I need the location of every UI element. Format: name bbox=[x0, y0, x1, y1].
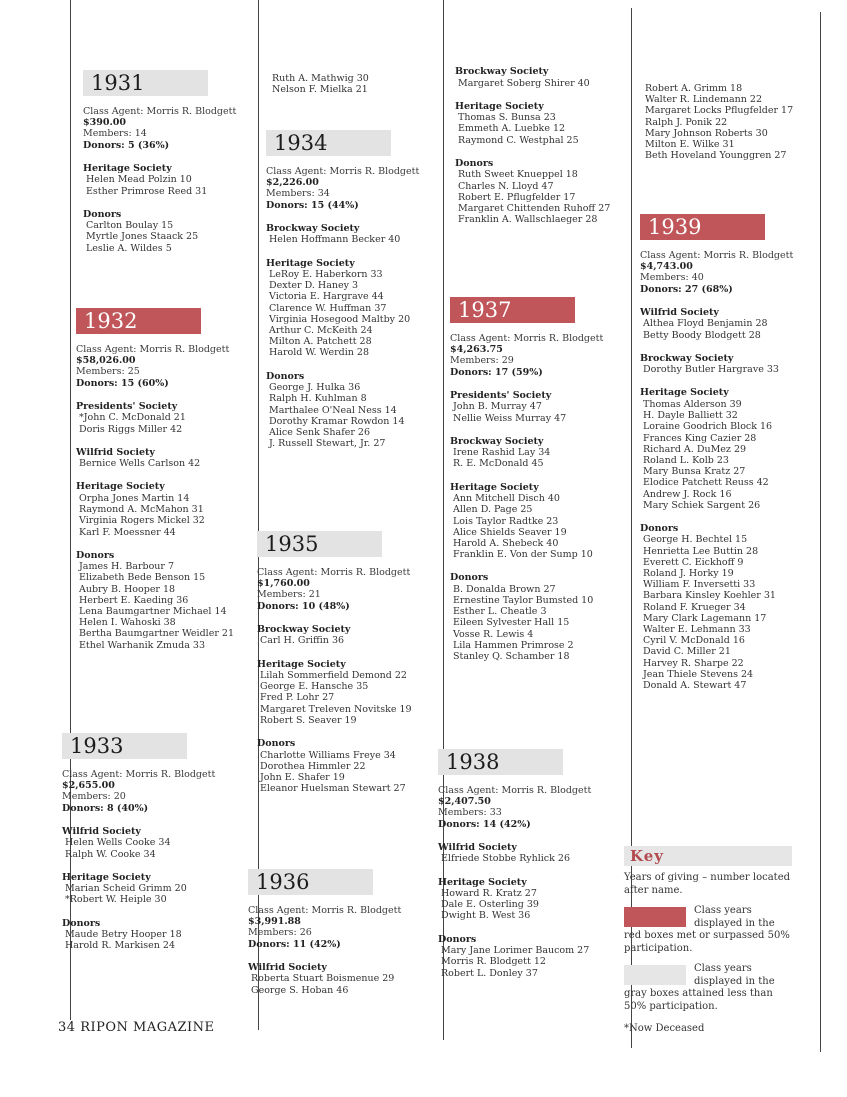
group-title: Donors bbox=[83, 208, 122, 220]
group-title: Donors bbox=[438, 933, 477, 945]
group-title: Presidents' Society bbox=[76, 400, 178, 412]
member-name: John B. Murray 47 bbox=[453, 401, 542, 413]
donor-participation: Donors: 10 (48%) bbox=[257, 600, 350, 612]
gift-amount: $2,655.00 bbox=[62, 780, 115, 792]
group-title: Heritage Society bbox=[640, 387, 729, 399]
class-agent: Class Agent: Morris R. Blodgett bbox=[76, 344, 230, 355]
society-group bbox=[257, 659, 412, 727]
member-name: Emmeth A. Luebke 12 bbox=[458, 123, 566, 135]
member-name: Carl H. Griffin 36 bbox=[260, 635, 345, 647]
group-title: Donors bbox=[76, 549, 115, 561]
member-count: Members: 25 bbox=[76, 366, 140, 378]
member-name: *Robert W. Heiple 30 bbox=[65, 894, 167, 906]
society-group bbox=[62, 826, 215, 860]
member-name: Elodice Patchett Reuss 42 bbox=[643, 477, 769, 489]
society-group bbox=[62, 872, 215, 906]
member-name: Lena Baumgartner Michael 14 bbox=[79, 606, 227, 618]
group-title: Wilfrid Society bbox=[640, 306, 719, 318]
member-name: Roberta Stuart Boismenue 29 bbox=[251, 973, 395, 985]
member-count: Members: 29 bbox=[450, 355, 514, 367]
gift-amount: $390.00 bbox=[83, 117, 126, 129]
society-group bbox=[76, 401, 234, 435]
year-block-1936 bbox=[248, 869, 401, 996]
member-name: Lilah Sommerfield Demond 22 bbox=[260, 670, 407, 682]
member-name: Clarence W. Huffman 37 bbox=[269, 302, 387, 314]
member-name: Ruth Sweet Knueppel 18 bbox=[458, 169, 578, 181]
year-1936-continued bbox=[455, 66, 610, 225]
legend-key bbox=[624, 846, 792, 1034]
member-name: Mary Schiek Sargent 26 bbox=[643, 499, 761, 511]
member-name: Howard R. Kratz 27 bbox=[441, 888, 537, 900]
member-name: Franklin A. Wallschlaeger 28 bbox=[458, 214, 598, 226]
member-name: Mary Jane Lorimer Baucom 27 bbox=[441, 945, 590, 957]
year-heading: 1938 bbox=[438, 749, 563, 775]
member-name: Thomas Alderson 39 bbox=[643, 398, 742, 410]
member-name: Lila Hammen Primrose 2 bbox=[453, 639, 574, 651]
member-name: Henrietta Lee Buttin 28 bbox=[643, 545, 759, 557]
group-title: Wilfrid Society bbox=[62, 825, 141, 837]
year-block-1938 bbox=[438, 749, 591, 979]
member-name: Barbara Kinsley Koehler 31 bbox=[643, 590, 776, 602]
class-agent: Class Agent: Morris R. Blodgett bbox=[640, 250, 794, 261]
member-name: Robert S. Seaver 19 bbox=[260, 714, 357, 726]
gift-amount: $1,760.00 bbox=[257, 578, 310, 590]
class-agent: Class Agent: Morris R. Blodgett bbox=[62, 769, 216, 780]
member-name: Milton A. Patchett 28 bbox=[269, 336, 372, 348]
key-gray-row bbox=[624, 963, 792, 1013]
member-name: Orpha Jones Martin 14 bbox=[79, 492, 190, 504]
group-title: Presidents' Society bbox=[450, 389, 552, 401]
gift-amount: $3,991.88 bbox=[248, 916, 301, 928]
member-name: Irene Rashid Lay 34 bbox=[453, 447, 551, 459]
member-name: Dwight B. West 36 bbox=[441, 910, 531, 922]
donor-participation: Donors: 14 (42%) bbox=[438, 818, 531, 830]
member-name: Roland J. Horky 19 bbox=[643, 568, 734, 580]
donor-participation: Donors: 11 (42%) bbox=[248, 938, 341, 950]
member-name: Eileen Sylvester Hall 15 bbox=[453, 617, 570, 629]
member-name: Walter E. Lehmann 33 bbox=[643, 624, 751, 636]
member-count: Members: 40 bbox=[640, 272, 704, 284]
member-name: Loraine Goodrich Block 16 bbox=[643, 421, 773, 433]
member-name: Virginia Hosegood Maltby 20 bbox=[269, 313, 411, 325]
member-name: Vosse R. Lewis 4 bbox=[453, 628, 534, 640]
member-name: Mary Clark Lagemann 17 bbox=[643, 612, 767, 624]
member-name: Althea Floyd Benjamin 28 bbox=[643, 318, 768, 330]
donor-participation: Donors: 5 (36%) bbox=[83, 139, 170, 151]
society-group bbox=[455, 66, 610, 89]
member-name: Margaret Locks Pflugfelder 17 bbox=[645, 105, 794, 117]
donor-participation: Donors: 27 (68%) bbox=[640, 283, 733, 295]
society-group bbox=[438, 877, 591, 922]
member-name: Nellie Weiss Murray 47 bbox=[453, 412, 567, 424]
member-name: Robert L. Donley 37 bbox=[441, 967, 538, 979]
member-name: Charles N. Lloyd 47 bbox=[458, 180, 554, 192]
group-title: Donors bbox=[640, 522, 679, 534]
society-group bbox=[266, 371, 419, 450]
member-name: Marian Scheid Grimm 20 bbox=[65, 883, 187, 895]
class-agent: Class Agent: Morris R. Blodgett bbox=[450, 333, 604, 344]
member-name: George E. Hansche 35 bbox=[260, 681, 369, 693]
group-title: Brockway Society bbox=[455, 66, 549, 77]
year-block-1933 bbox=[62, 733, 215, 952]
member-count: Members: 26 bbox=[248, 927, 312, 939]
member-name: George J. Hulka 36 bbox=[269, 382, 361, 394]
group-title: Brockway Society bbox=[640, 352, 734, 364]
member-name: Herbert E. Kaeding 36 bbox=[79, 594, 189, 606]
magazine-name: RIPON MAGAZINE bbox=[80, 1020, 215, 1035]
year-1933-continued bbox=[272, 73, 369, 95]
page-number: 34 bbox=[58, 1020, 76, 1035]
member-name: Everett C. Eickhoff 9 bbox=[643, 556, 744, 568]
member-name: Margaret Chittenden Ruhoff 27 bbox=[458, 202, 611, 214]
member-name: Franklin E. Von der Sump 10 bbox=[453, 549, 593, 561]
member-name: Helen I. Wahoski 38 bbox=[79, 617, 176, 629]
society-group bbox=[450, 482, 603, 561]
member-name: Carlton Boulay 15 bbox=[86, 220, 174, 232]
society-group bbox=[257, 624, 412, 647]
member-name: Bernice Wells Carlson 42 bbox=[79, 458, 201, 470]
group-title: Heritage Society bbox=[438, 876, 527, 888]
member-name: Ernestine Taylor Bumsted 10 bbox=[453, 595, 594, 607]
group-title: Donors bbox=[450, 572, 489, 584]
society-group bbox=[83, 209, 236, 254]
class-agent: Class Agent: Morris R. Blodgett bbox=[266, 166, 420, 177]
group-title: Heritage Society bbox=[62, 871, 151, 883]
member-name: Maude Betry Hooper 18 bbox=[65, 929, 182, 941]
member-name: Alice Senk Shafer 26 bbox=[269, 426, 371, 438]
society-group bbox=[257, 738, 412, 794]
member-count: Members: 21 bbox=[257, 589, 321, 601]
member-name: B. Donalda Brown 27 bbox=[453, 583, 556, 595]
member-name: Harold R. Markisen 24 bbox=[65, 940, 175, 952]
donor-participation: Donors: 15 (44%) bbox=[266, 199, 359, 211]
group-title: Wilfrid Society bbox=[248, 961, 327, 973]
gift-amount: $4,263.75 bbox=[450, 344, 503, 356]
member-name: Marthalee O'Neal Ness 14 bbox=[269, 404, 397, 416]
gift-amount: $58,026.00 bbox=[76, 355, 136, 367]
donor-participation: Donors: 15 (60%) bbox=[76, 377, 169, 389]
society-group bbox=[640, 353, 793, 376]
society-group bbox=[450, 436, 603, 470]
member-name: Richard A. DuMez 29 bbox=[643, 443, 747, 455]
member-name: Aubry B. Hooper 18 bbox=[79, 583, 176, 595]
member-name: Virginia Rogers Mickel 32 bbox=[79, 515, 205, 527]
member-name: Mary Johnson Roberts 30 bbox=[645, 127, 768, 139]
column-rule-4 bbox=[820, 12, 821, 1052]
key-red-row bbox=[624, 905, 792, 955]
member-name: Raymond A. McMahon 31 bbox=[79, 504, 204, 516]
year-block-1937 bbox=[450, 297, 603, 662]
society-group bbox=[438, 842, 591, 865]
member-name: R. E. McDonald 45 bbox=[453, 458, 544, 470]
group-title: Donors bbox=[257, 738, 296, 750]
member-name: Donald A. Stewart 47 bbox=[643, 680, 747, 692]
society-group bbox=[83, 163, 236, 197]
member-name: William F. Inversetti 33 bbox=[643, 579, 756, 591]
year-block-1935 bbox=[257, 531, 412, 794]
gift-amount: $2,226.00 bbox=[266, 177, 319, 189]
year-block-1934 bbox=[266, 130, 419, 449]
member-name: Beth Hoveland Younggren 27 bbox=[645, 150, 787, 162]
member-name: Roland L. Kolb 23 bbox=[643, 454, 729, 466]
key-red-text: Class years displayed in the red boxes met or surpassed 50% participation. bbox=[624, 905, 790, 954]
member-name: Margaret Treleven Novitske 19 bbox=[260, 703, 412, 715]
year-1938-continued bbox=[645, 83, 793, 161]
group-title: Donors bbox=[266, 370, 305, 382]
gray-box-swatch bbox=[624, 965, 686, 985]
key-deceased-note: *Now Deceased bbox=[624, 1023, 705, 1034]
group-title: Heritage Society bbox=[76, 481, 165, 493]
society-group bbox=[450, 390, 603, 424]
member-name: Walter R. Lindemann 22 bbox=[645, 94, 763, 106]
class-agent: Class Agent: Morris R. Blodgett bbox=[257, 567, 411, 578]
member-name: Ralph J. Ponik 22 bbox=[645, 116, 728, 128]
society-group bbox=[640, 307, 793, 341]
donor-participation: Donors: 8 (40%) bbox=[62, 802, 149, 814]
class-agent: Class Agent: Morris R. Blodgett bbox=[248, 905, 402, 916]
group-title: Heritage Society bbox=[266, 257, 355, 269]
group-title: Brockway Society bbox=[257, 623, 351, 635]
member-name: John E. Shafer 19 bbox=[260, 771, 345, 783]
member-name: LeRoy E. Haberkorn 33 bbox=[269, 269, 383, 281]
member-name: Margaret Soberg Shirer 40 bbox=[458, 77, 590, 89]
gift-amount: $4,743.00 bbox=[640, 261, 693, 273]
society-group bbox=[266, 223, 419, 246]
member-name: George S. Hoban 46 bbox=[251, 984, 349, 996]
member-name: Dorothy Butler Hargrave 33 bbox=[643, 364, 779, 376]
member-name: Nelson F. Mielka 21 bbox=[272, 84, 368, 96]
member-name: David C. Miller 21 bbox=[643, 646, 731, 658]
member-name: *John C. McDonald 21 bbox=[79, 412, 186, 424]
group-title: Heritage Society bbox=[450, 481, 539, 493]
donor-participation: Donors: 17 (59%) bbox=[450, 366, 543, 378]
member-name: H. Dayle Balliett 32 bbox=[643, 410, 738, 422]
member-name: Milton E. Wilke 31 bbox=[645, 139, 735, 151]
group-title: Heritage Society bbox=[83, 162, 172, 174]
member-name: Cyril V. McDonald 16 bbox=[643, 635, 745, 647]
society-group bbox=[640, 387, 793, 511]
member-name: Thomas S. Bunsa 23 bbox=[458, 112, 556, 124]
society-group bbox=[266, 258, 419, 359]
member-name: Dorothy Kramar Rowdon 14 bbox=[269, 415, 405, 427]
member-name: Dexter D. Haney 3 bbox=[269, 280, 359, 292]
member-name: Robert E. Pflugfelder 17 bbox=[458, 191, 576, 203]
society-group bbox=[438, 934, 591, 979]
member-name: Ethel Warhanik Zmuda 33 bbox=[79, 639, 205, 651]
group-title: Brockway Society bbox=[266, 222, 360, 234]
member-name: Betty Boody Blodgett 28 bbox=[643, 329, 761, 341]
member-name: Helen Hoffmann Becker 40 bbox=[269, 234, 401, 246]
member-name: Fred P. Lohr 27 bbox=[260, 692, 335, 704]
society-group bbox=[248, 962, 401, 996]
society-group bbox=[640, 523, 793, 691]
year-heading: 1935 bbox=[257, 531, 382, 557]
member-name: George H. Bechtel 15 bbox=[643, 534, 748, 546]
member-name: Harold W. Werdin 28 bbox=[269, 347, 369, 359]
class-agent: Class Agent: Morris R. Blodgett bbox=[438, 785, 592, 796]
group-title: Donors bbox=[62, 917, 101, 929]
member-name: Eleanor Huelsman Stewart 27 bbox=[260, 783, 406, 795]
member-name: Arthur C. McKeith 24 bbox=[269, 325, 373, 337]
member-name: Helen Wells Cooke 34 bbox=[65, 837, 171, 849]
member-name: Alice Shields Seaver 19 bbox=[453, 526, 567, 538]
group-title: Wilfrid Society bbox=[76, 446, 155, 458]
member-name: Esther Primrose Reed 31 bbox=[86, 185, 208, 197]
member-name: Esther L. Cheatle 3 bbox=[453, 606, 547, 618]
member-name: Bertha Baumgartner Weidler 21 bbox=[79, 628, 234, 640]
member-name: Morris R. Blodgett 12 bbox=[441, 956, 546, 968]
member-name: Doris Riggs Miller 42 bbox=[79, 423, 183, 435]
member-name: Raymond C. Westphal 25 bbox=[458, 134, 579, 146]
page-footer bbox=[58, 1020, 215, 1035]
member-name: Dale E. Osterling 39 bbox=[441, 899, 539, 911]
society-group bbox=[76, 447, 234, 470]
group-title: Donors bbox=[455, 157, 494, 169]
group-title: Wilfrid Society bbox=[438, 841, 517, 853]
member-name: Dorothea Himmler 22 bbox=[260, 760, 366, 772]
member-name: Ann Mitchell Disch 40 bbox=[453, 493, 560, 505]
group-title: Heritage Society bbox=[455, 100, 544, 112]
key-title: Key bbox=[624, 846, 792, 866]
year-heading: 1937 bbox=[450, 297, 575, 323]
member-name: Mary Bunsa Kratz 27 bbox=[643, 466, 746, 478]
member-name: Lois Taylor Radtke 23 bbox=[453, 515, 559, 527]
member-count: Members: 20 bbox=[62, 791, 126, 803]
member-name: Andrew J. Rock 16 bbox=[643, 488, 732, 500]
year-heading: 1931 bbox=[83, 70, 208, 96]
year-heading: 1933 bbox=[62, 733, 187, 759]
red-box-swatch bbox=[624, 907, 686, 927]
year-heading: 1934 bbox=[266, 130, 391, 156]
member-name: Charlotte Williams Freye 34 bbox=[260, 749, 396, 761]
society-group bbox=[76, 550, 234, 651]
member-name: Karl F. Moessner 44 bbox=[79, 526, 176, 538]
year-heading: 1936 bbox=[248, 869, 373, 895]
member-name: Roland F. Krueger 34 bbox=[643, 601, 746, 613]
member-name: Myrtle Jones Staack 25 bbox=[86, 231, 199, 243]
society-group bbox=[76, 481, 234, 537]
year-heading: 1939 bbox=[640, 214, 765, 240]
member-name: Elfriede Stobbe Ryhlick 26 bbox=[441, 853, 570, 865]
society-group bbox=[62, 918, 215, 952]
member-name: Frances King Cazier 28 bbox=[643, 432, 757, 444]
year-heading: 1932 bbox=[76, 308, 201, 334]
group-title: Heritage Society bbox=[257, 658, 346, 670]
member-name: Elizabeth Bede Benson 15 bbox=[79, 572, 206, 584]
member-name: J. Russell Stewart, Jr. 27 bbox=[269, 438, 386, 450]
key-description: Years of giving – number located after name. bbox=[624, 872, 791, 896]
member-name: Leslie A. Wildes 5 bbox=[86, 242, 172, 254]
member-count: Members: 34 bbox=[266, 188, 330, 200]
year-block-1939 bbox=[640, 214, 793, 691]
member-name: Victoria E. Hargrave 44 bbox=[269, 291, 384, 303]
member-name: Harvey R. Sharpe 22 bbox=[643, 657, 744, 669]
member-name: Jean Thiele Stevens 24 bbox=[643, 668, 754, 680]
member-name: Ruth A. Mathwig 30 bbox=[272, 73, 369, 84]
member-name: Ralph H. Kuhlman 8 bbox=[269, 393, 367, 405]
member-name: Ralph W. Cooke 34 bbox=[65, 848, 156, 860]
year-block-1932 bbox=[76, 308, 234, 651]
society-group bbox=[455, 158, 610, 226]
year-block-1931 bbox=[83, 70, 236, 254]
member-name: Stanley Q. Schamber 18 bbox=[453, 651, 570, 663]
member-count: Members: 33 bbox=[438, 807, 502, 819]
member-name: Helen Mead Polzin 10 bbox=[86, 174, 192, 186]
class-agent: Class Agent: Morris R. Blodgett bbox=[83, 106, 237, 117]
key-gray-text: Class years displayed in the gray boxes attained less than 50% participation. bbox=[624, 963, 775, 1012]
group-title: Brockway Society bbox=[450, 435, 544, 447]
society-group bbox=[455, 101, 610, 146]
gift-amount: $2,407.50 bbox=[438, 796, 491, 808]
member-count: Members: 14 bbox=[83, 128, 147, 140]
member-name: James H. Barbour 7 bbox=[79, 561, 175, 573]
member-name: Allen D. Page 25 bbox=[453, 504, 533, 516]
member-name: Robert A. Grimm 18 bbox=[645, 83, 743, 94]
member-name: Harold A. Shebeck 40 bbox=[453, 537, 559, 549]
society-group bbox=[450, 572, 603, 662]
